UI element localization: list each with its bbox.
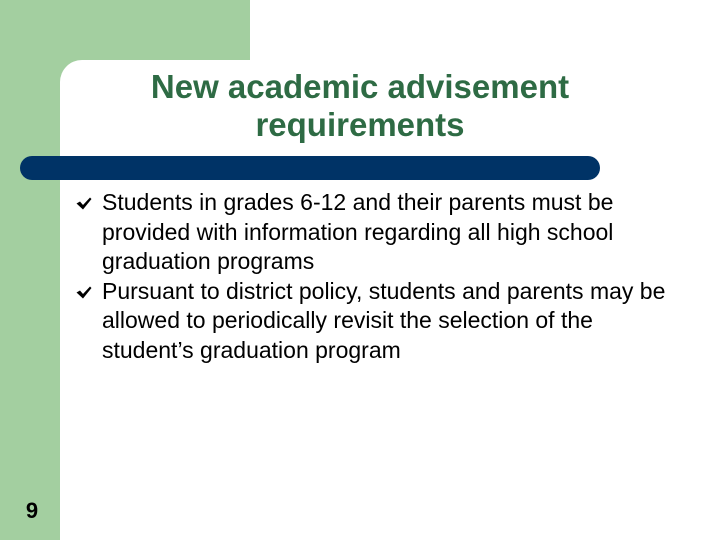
checkmark-bullet-icon xyxy=(76,197,92,210)
checkmark-bullet-icon xyxy=(76,286,92,299)
slide-number: 9 xyxy=(25,498,39,523)
bullet-item xyxy=(76,277,676,366)
bullet-text: Students in grades 6-12 and their parents must be provided with information regarding all high school graduation programs xyxy=(102,189,614,274)
bullet-list xyxy=(76,188,676,365)
title-underline-bar xyxy=(20,156,600,180)
bullet-item xyxy=(76,188,676,277)
bullet-text: Pursuant to district policy, students and parents may be allowed to periodically revisit the selection of the student’s graduation program xyxy=(102,277,666,363)
slide-title: New academic advisement requirements xyxy=(150,68,570,143)
green-frame-left xyxy=(0,0,60,540)
